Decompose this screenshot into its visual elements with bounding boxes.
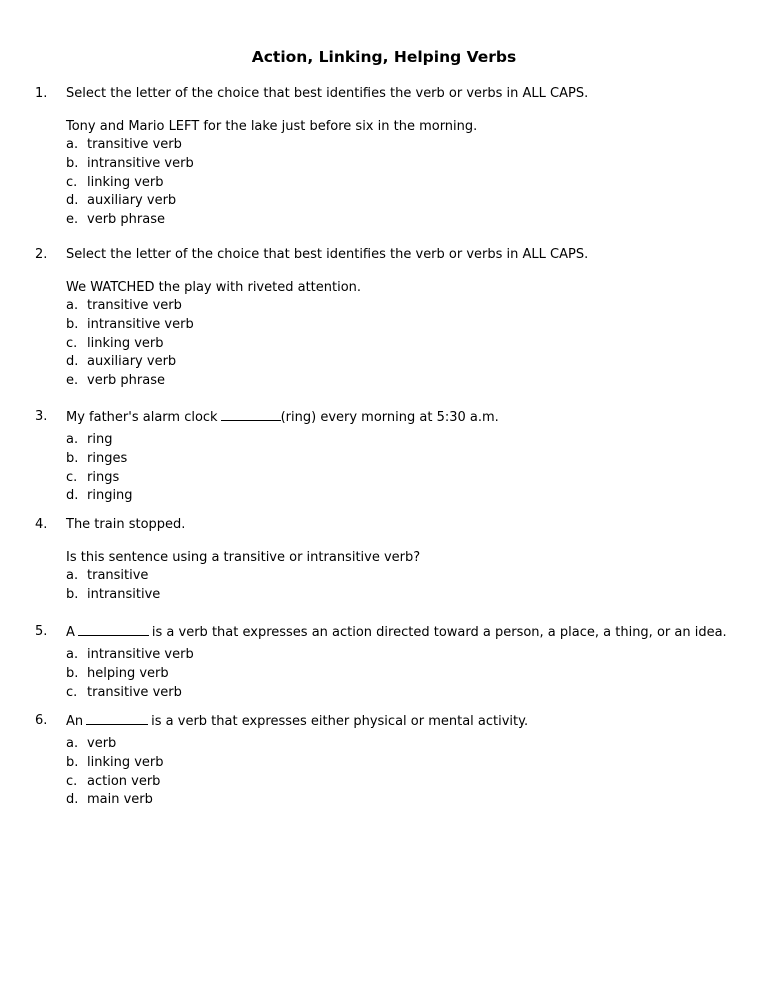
question-prompt [66, 711, 756, 730]
option-text: linking verb [87, 335, 164, 351]
answer-option[interactable] [66, 791, 756, 810]
option-letter: b. [66, 586, 79, 602]
option-letter: b. [66, 155, 79, 171]
answer-option[interactable] [66, 335, 756, 354]
question-number: 2. [35, 247, 48, 262]
page-title: Action, Linking, Helping Verbs [251, 48, 517, 66]
option-text: verb phrase [87, 373, 165, 389]
option-letter: c. [66, 469, 78, 485]
answer-option[interactable] [66, 665, 756, 684]
option-text: main verb [87, 792, 153, 808]
answer-option[interactable] [66, 297, 756, 316]
option-letter: b. [66, 665, 79, 681]
answer-option[interactable] [66, 136, 756, 155]
option-letter: d. [66, 354, 79, 370]
answer-options [66, 646, 756, 702]
question-number: 5. [35, 624, 48, 639]
question-sentence: We WATCHED the play with riveted attention. [66, 280, 362, 295]
answer-option[interactable] [66, 754, 756, 773]
option-letter: e. [66, 373, 79, 389]
answer-options [66, 136, 756, 230]
option-letter: a. [66, 298, 79, 313]
answer-option[interactable] [66, 211, 756, 230]
answer-option[interactable] [66, 469, 756, 488]
answer-blank [86, 711, 148, 725]
option-text: transitive verb [87, 298, 182, 313]
question-number: 3. [35, 409, 48, 424]
answer-blank [78, 622, 149, 636]
question-number: 4. [35, 517, 48, 532]
question-sentence: Tony and Mario LEFT for the lake just before six in the morning. [66, 119, 478, 134]
answer-option[interactable] [66, 353, 756, 372]
option-text: transitive [87, 568, 149, 583]
option-letter: d. [66, 488, 79, 504]
option-letter: c. [66, 335, 78, 351]
prompt-after-blank: is a verb that expresses either physical or mental activity. [151, 714, 529, 729]
prompt-before-blank: An [66, 714, 84, 729]
option-text: intransitive verb [87, 316, 194, 332]
answer-option[interactable] [66, 174, 756, 193]
option-letter: e. [66, 212, 79, 228]
answer-option[interactable] [66, 192, 756, 211]
option-text: transitive verb [87, 137, 182, 152]
option-text: auxiliary verb [87, 193, 177, 209]
option-text: intransitive verb [87, 647, 194, 662]
option-letter: d. [66, 792, 79, 808]
answer-option[interactable] [66, 646, 756, 665]
option-letter: b. [66, 316, 79, 332]
question-number: 1. [35, 86, 48, 101]
option-letter: c. [66, 174, 78, 190]
prompt-before-blank: My father's alarm clock [66, 410, 218, 425]
answer-option[interactable] [66, 735, 756, 754]
option-text: ringing [87, 488, 133, 504]
option-letter: a. [66, 137, 79, 152]
question-prompt: Select the letter of the choice that best identifies the verb or verbs in ALL CAPS. [66, 247, 589, 262]
option-letter: a. [66, 647, 79, 662]
option-text: action verb [87, 773, 161, 789]
answer-options [66, 735, 756, 810]
option-text: linking verb [87, 754, 164, 770]
option-letter: a. [66, 568, 79, 583]
option-text: rings [87, 469, 120, 485]
answer-blank [221, 407, 281, 421]
option-letter: a. [66, 432, 79, 447]
question-number: 6. [35, 713, 48, 728]
option-letter: d. [66, 193, 79, 209]
answer-options [66, 567, 756, 605]
option-letter: a. [66, 736, 79, 751]
answer-option[interactable] [66, 372, 756, 391]
option-text: intransitive verb [87, 155, 194, 171]
question-prompt: Select the letter of the choice that best identifies the verb or verbs in ALL CAPS. [66, 86, 589, 101]
answer-options [66, 297, 756, 391]
option-text: ringes [87, 450, 128, 466]
option-letter: b. [66, 754, 79, 770]
question-prompt [66, 622, 756, 641]
answer-option[interactable] [66, 155, 756, 174]
answer-option[interactable] [66, 586, 756, 605]
answer-option[interactable] [66, 487, 756, 506]
option-text: transitive verb [87, 684, 182, 700]
option-text: linking verb [87, 174, 164, 190]
option-text: verb phrase [87, 212, 165, 228]
answer-option[interactable] [66, 773, 756, 792]
option-text: verb [87, 736, 117, 751]
prompt-before-blank: A [66, 625, 75, 640]
answer-option[interactable] [66, 450, 756, 469]
answer-options [66, 431, 756, 506]
answer-option[interactable] [66, 431, 756, 450]
answer-option[interactable] [66, 316, 756, 335]
prompt-after-blank: is a verb that expresses an action directed toward a person, a place, a thing, or an idea. [151, 625, 727, 640]
option-text: auxiliary verb [87, 354, 177, 370]
option-text: intransitive [87, 586, 161, 602]
option-text: helping verb [87, 665, 169, 681]
question-prompt [66, 407, 756, 426]
question-prompt: The train stopped. [66, 517, 186, 532]
question-sentence: Is this sentence using a transitive or intransitive verb? [66, 550, 421, 565]
answer-option[interactable] [66, 567, 756, 586]
option-letter: b. [66, 450, 79, 466]
option-letter: c. [66, 773, 78, 789]
prompt-after-blank: (ring) every morning at 5:30 a.m. [280, 410, 499, 425]
answer-option[interactable] [66, 684, 756, 703]
option-text: ring [87, 432, 113, 447]
option-letter: c. [66, 684, 78, 700]
